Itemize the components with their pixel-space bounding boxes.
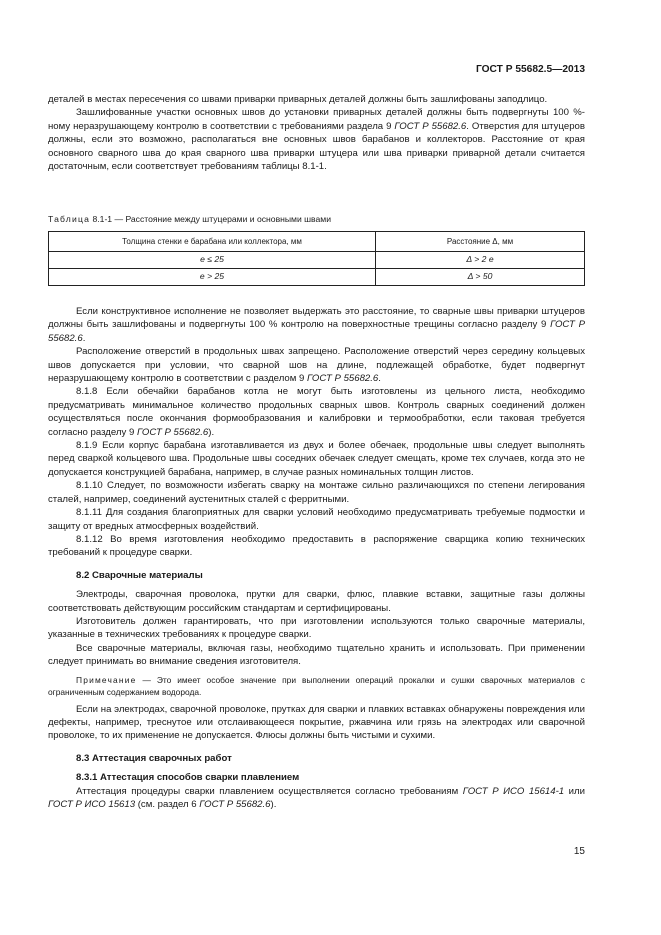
table-row [49,252,585,269]
standard-reference: ГОСТ Р 55682.6 [394,120,467,132]
clause-8-1-11: 8.1.11 Для создания благоприятных для сварки условий необходимо предусматривать требуемые подмостки и защиту от вредных атмосферных воздействий. [48,507,585,532]
paragraph: Если конструктивное исполнение не позволяет выдержать это расстояние, то сварные швы приварки штуцеров должны быть зашлифованы и подвергнуты 100 % контролю на поверхностные трещины согласно разделу 9 ГОСТ Р 55682.6. [48,306,585,344]
paragraph: Зашлифованные участки основных швов до установки приварных деталей должны быть подвергнуты 100 %-ному неразрушающему контролю в соответствии с требованиями раздела 9 ГОСТ Р 55682.6. Отверстия для штуцеров должны, если это возможно, располагаться вне основных швов барабанов и коллекторов. Расстояние от края основного сварного шва до края сварного шва приварки штуцера или шва приварки приварной детали считается достаточным, если соответствует требованиям таблицы 8.1-1. [48,107,585,173]
main-text [48,305,585,811]
paragraph: деталей в местах пересечения со швами приварки приварных деталей должны быть зашлифованы заподлицо. [48,94,548,105]
cell-distance: Δ > 2 e [376,252,585,269]
clause-8-1-8: 8.1.8 Если обечайки барабанов котла не могут быть изготовлены из цельного листа, необходимо предусматривать минимальное количество продольных сварных швов. Контроль сварных соединений должен осуществляться после окончания формообразования и калибровки и термообработки, если таковая требуется согласно разделу 9 ГОСТ Р 55682.6). [48,386,585,438]
standard-reference: ГОСТ Р 55682.6 [137,426,209,438]
paragraph: Электроды, сварочная проволока, прутки для сварки, флюс, плавкие вставки, защитные газы должны соответствовать действующим российским стандартам и сертифицированы. [48,589,585,614]
clause-8-1-10: 8.1.10 Следует, по возможности избегать сварку на монтаже сильно различающихся по степени легирования сталей, например, соединений аустенитных сталей с ферритными. [48,480,585,505]
column-header-distance: Расстояние Δ, мм [376,232,585,252]
standard-reference: ГОСТ Р 55682.6 [48,319,585,344]
cell-thickness: e ≤ 25 [49,252,376,269]
intro-text [48,93,585,173]
page-number: 15 [573,846,585,857]
cell-distance: Δ > 50 [376,269,585,286]
table-header-row [49,232,585,252]
paragraph: Аттестация процедуры сварки плавлением осуществляется согласно требованиям ГОСТ Р ИСО 15614-1 или ГОСТ Р ИСО 15613 (см. раздел 6 ГОСТ Р 55682.6). [48,785,585,810]
table-row [49,269,585,286]
distance-table [48,231,585,286]
note-label: Примечание [76,674,137,685]
standard-header: ГОСТ Р 55682.5—2013 [475,64,585,75]
cell-thickness: e > 25 [49,269,376,286]
section-8-3-1-heading: 8.3.1 Аттестация способов сварки плавлением [76,772,300,784]
standard-reference: ГОСТ Р 55682.6 [307,373,379,385]
standard-reference: ГОСТ Р ИСО 15613 [48,799,136,810]
paragraph: Все сварочные материалы, включая газы, необходимо тщательно хранить и использовать. При применении следует принимать во внимание сведения изготовителя. [48,642,585,668]
paragraph: Если на электродах, сварочной проволоке, прутках для сварки и плавких вставках обнаружены повреждения или дефекты, например, треснутое или отслаивающееся покрытие, ржавчина или грязь на электродах или сварочной проволоке, то их применение не допускается. Флюсы должны быть чистыми и сухими. [48,703,585,742]
section-8-3-heading: 8.3 Аттестация сварочных работ [76,752,232,764]
standard-reference: ГОСТ Р 55682.6 [199,799,271,810]
paragraph: Расположение отверстий в продольных швах запрещено. Расположение отверстий через середину кольцевых швов допускается при условии, что сварной шов на длине, подлежащей обработке, будет подвергнут неразрушающему контролю в соответствии с разделом 9 ГОСТ Р 55682.6. [48,346,585,385]
column-header-thickness: Толщина стенки e барабана или коллектора, мм [49,232,376,252]
section-8-2-heading: 8.2 Сварочные материалы [76,569,203,581]
paragraph: Изготовитель должен гарантировать, что при изготовлении используются только сварочные материалы, указанные в технических требованиях к процедуре сварки. [48,615,585,641]
table-caption: Таблица 8.1-1 — Расстояние между штуцерами и основными швами [48,214,332,224]
clause-8-1-9: 8.1.9 Если корпус барабана изготавливается из двух и более обечаек, продольные швы следует выполнять перед сваркой кольцевого шва. Продольные швы соседних обечаек следует смещать, кроме тех случаев, когда это не допускается конструкцией барабана, например, в случае разных номинальных толщин листов. [48,440,585,478]
clause-8-1-12: 8.1.12 Во время изготовления необходимо предоставить в распоряжение сварщика копию технических требований к процедуре сварки. [48,533,585,559]
note: Примечание — Это имеет особое значение при выполнении операций прокалки и сушки сварочных материалов с ограниченным содержанием водорода. [48,674,585,697]
standard-reference: ГОСТ Р ИСО 15614-1 [462,785,565,797]
